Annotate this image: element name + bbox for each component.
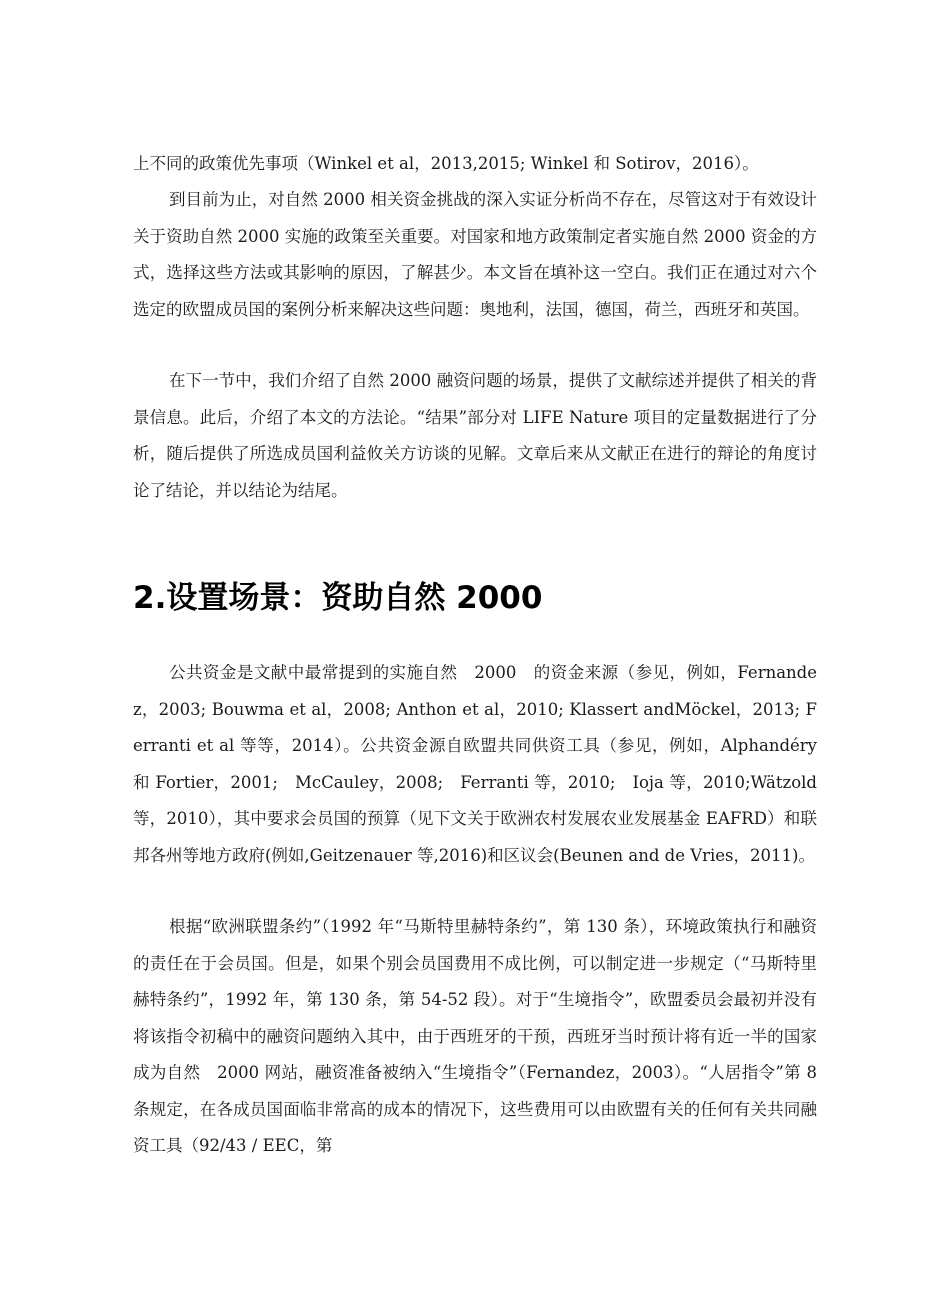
- paragraph-continuation: 上不同的政策优先事项（Winkel et al，2013,2015; Winkel 和 Sotirov，2016）。: [133, 154, 759, 173]
- paragraph-public-funding: 公共资金是文献中最常提到的实施自然 2000 的资金来源（参见，例如，Fernandez，2003; Bouwma et al，2008; Anthon et al，2010; Klassert andMöckel，2013; Ferranti et al 等等，2014）。公共资金源自欧盟共同供资工具（参见，例如，Alphandéry 和 Fortier，2001; McCauley，2008; Ferranti 等，2010; Ioja 等，2010;Wätzold 等，2010），其中要求会员国的预算（见下文关于欧洲农村发展农业发展基金 EAFRD）和联邦各州等地方政府(例如,Geitzenauer 等,2016)和区议会(Beunen and de Vries，2011)。: [133, 663, 817, 865]
- section-heading: 2.设置场景：资助自然 2000: [133, 580, 543, 616]
- paragraph-article-outline: 在下一节中，我们介绍了自然 2000 融资问题的场景，提供了文献综述并提供了相关的背景信息。此后，介绍了本文的方法论。“结果”部分对 LIFE Nature 项目的定量数据进行了分析，随后提供了所选成员国利益攸关方访谈的见解。文章后来从文献正在进行的辩论的角度讨论了结论，并以结论为结尾。: [133, 371, 817, 500]
- paragraph-maastricht-treaty: 根据“欧洲联盟条约”（1992 年“马斯特里赫特条约”，第 130 条），环境政策执行和融资的责任在于会员国。但是，如果个别会员国费用不成比例，可以制定进一步规定（“马斯特里赫特条约”，1992 年，第 130 条，第 54-52 段）。对于“生境指令”，欧盟委员会最初并没有将该指令初稿中的融资问题纳入其中，由于西班牙的干预，西班牙当时预计将有近一半的国家成为自然 2000 网站，融资准备被纳入“生境指令”（Fernandez，2003）。“人居指令”第 8 条规定，在各成员国面临非常高的成本的情况下，这些费用可以由欧盟有关的任何有关共同融资工具（92/43 / EEC，第: [133, 917, 817, 1155]
- paragraph-research-gap: 到目前为止，对自然 2000 相关资金挑战的深入实证分析尚不存在，尽管这对于有效设计关于资助自然 2000 实施的政策至关重要。对国家和地方政策制定者实施自然 2000 资金的方式，选择这些方法或其影响的原因，了解甚少。本文旨在填补这一空白。我们正在通过对六个选定的欧盟成员国的案例分析来解决这些问题：奥地利，法国，德国，荷兰，西班牙和英国。: [133, 190, 817, 319]
